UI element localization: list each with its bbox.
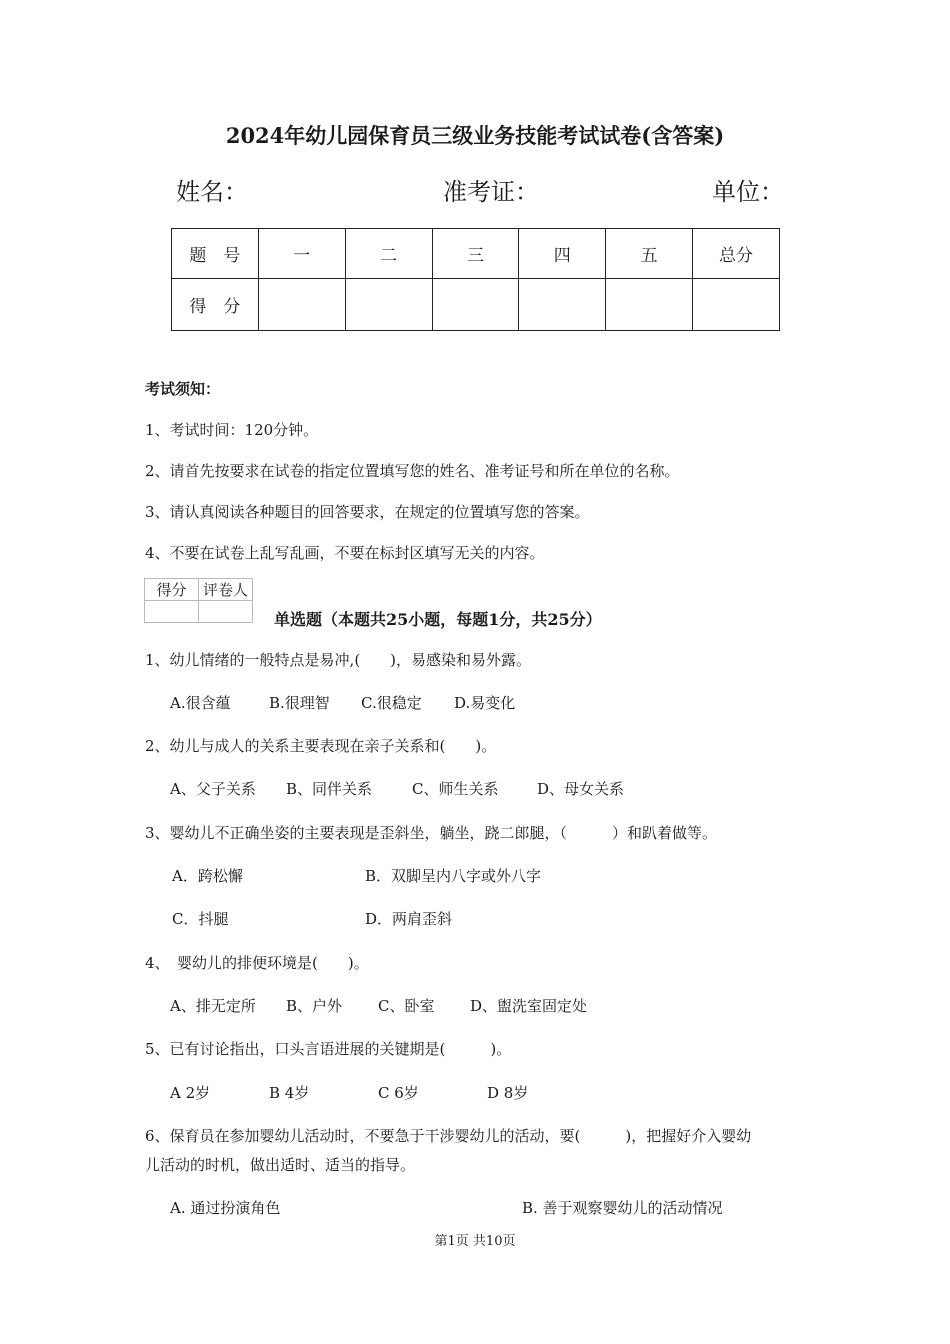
- grader-name-label: 评卷人: [199, 579, 253, 601]
- option[interactable]: D、母女关系: [537, 780, 625, 798]
- option[interactable]: D．两肩歪斜: [365, 910, 453, 928]
- notice-item: 1、考试时间：120分钟。: [145, 421, 319, 439]
- score-table-header-cell: 四: [519, 229, 606, 279]
- option[interactable]: B、同伴关系: [286, 780, 373, 798]
- notice-item: 4、不要在试卷上乱写乱画，不要在标封区填写无关的内容。: [145, 544, 545, 562]
- notice-item: 3、请认真阅读各种题目的回答要求，在规定的位置填写您的答案。: [145, 503, 590, 521]
- option[interactable]: C 6岁: [378, 1084, 419, 1102]
- score-table-score-row: [172, 279, 780, 331]
- option[interactable]: B.很理智: [269, 694, 330, 712]
- unit-field-label: 单位：: [712, 178, 784, 206]
- option[interactable]: B．双脚呈内八字或外八字: [365, 867, 542, 885]
- option[interactable]: C．抖腿: [172, 910, 229, 928]
- option[interactable]: B、户外: [286, 997, 343, 1015]
- option[interactable]: A. 通过扮演角色: [170, 1199, 281, 1217]
- question-stem: 6、保育员在参加婴幼儿活动时，不要急于干涉婴幼儿的活动，要( )，把握好介入婴幼: [145, 1127, 752, 1145]
- question-stem: 5、已有讨论指出，口头言语进展的关键期是( )。: [145, 1040, 512, 1058]
- grader-name-cell[interactable]: [199, 601, 253, 623]
- score-table-header-row: [172, 229, 780, 279]
- option[interactable]: A、排无定所: [170, 997, 256, 1015]
- grader-score-cell[interactable]: [145, 601, 199, 623]
- option[interactable]: C、卧室: [378, 997, 435, 1015]
- score-table-header-cell: 总分: [693, 229, 780, 279]
- option[interactable]: D、盥洗室固定处: [470, 997, 588, 1015]
- score-row-label: 得 分: [172, 279, 259, 331]
- document-title: 2024年幼儿园保育员三级业务技能考试试卷(含答案): [225, 123, 725, 148]
- question-stem: 2、幼儿与成人的关系主要表现在亲子关系和( )。: [145, 737, 497, 755]
- page-footer: 第1页 共10页: [434, 1234, 516, 1249]
- option[interactable]: C、师生关系: [412, 780, 499, 798]
- section-title: 单选题（本题共25小题，每题1分，共25分）: [274, 610, 602, 629]
- question-stem-continued: 儿活动的时机，做出适时、适当的指导。: [145, 1156, 416, 1174]
- option[interactable]: A 2岁: [170, 1084, 211, 1102]
- option[interactable]: B. 善于观察婴幼儿的活动情况: [522, 1199, 723, 1217]
- option[interactable]: D.易变化: [454, 694, 516, 712]
- grader-box: [144, 578, 253, 623]
- score-cell[interactable]: [519, 279, 606, 331]
- notice-item: 2、请首先按要求在试卷的指定位置填写您的姓名、准考证号和所在单位的名称。: [145, 462, 680, 480]
- exam-number-field-label: 准考证：: [443, 178, 539, 206]
- question-stem: 3、婴幼儿不正确坐姿的主要表现是歪斜坐，躺坐，跷二郎腿，（ ）和趴着做等。: [145, 824, 718, 842]
- option[interactable]: D 8岁: [487, 1084, 529, 1102]
- name-field-label: 姓名：: [176, 178, 248, 206]
- score-cell[interactable]: [606, 279, 693, 331]
- score-table-header-cell: 题 号: [172, 229, 259, 279]
- option[interactable]: A.很含蕴: [170, 694, 231, 712]
- option[interactable]: B 4岁: [269, 1084, 310, 1102]
- question-stem: 4、 婴幼儿的排便环境是( )。: [145, 954, 369, 972]
- score-table-header-cell: 二: [345, 229, 432, 279]
- score-table-header-cell: 一: [258, 229, 345, 279]
- score-table-header-cell: 三: [432, 229, 519, 279]
- grader-score-label: 得分: [145, 579, 199, 601]
- notice-heading: 考试须知：: [145, 380, 221, 398]
- score-table-header-cell: 五: [606, 229, 693, 279]
- score-cell[interactable]: [258, 279, 345, 331]
- option[interactable]: A、父子关系: [170, 780, 256, 798]
- score-table: [171, 228, 780, 331]
- question-stem: 1、幼儿情绪的一般特点是易冲,( )，易感染和易外露。: [145, 651, 532, 669]
- option[interactable]: A．跨松懈: [172, 867, 243, 885]
- score-cell[interactable]: [432, 279, 519, 331]
- score-cell[interactable]: [693, 279, 780, 331]
- score-cell[interactable]: [345, 279, 432, 331]
- option[interactable]: C.很稳定: [361, 694, 422, 712]
